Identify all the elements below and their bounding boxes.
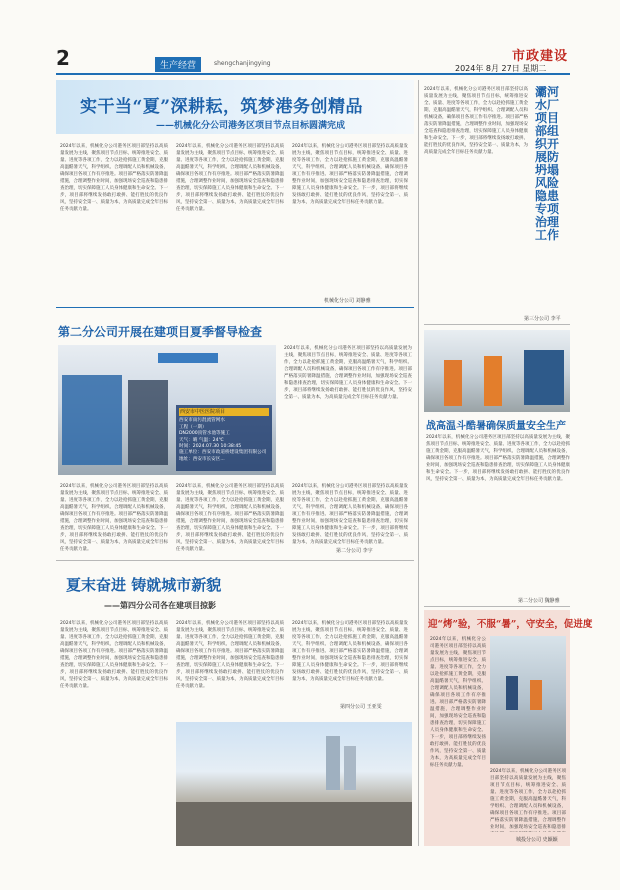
- article5-photo: [424, 330, 570, 412]
- stamp-line: 工程（一期）: [179, 424, 207, 430]
- stamp-label: 时间：: [179, 444, 193, 450]
- road-surface: [176, 802, 412, 846]
- article6-box: [424, 610, 593, 846]
- article1-banner: [56, 80, 414, 134]
- divider: [424, 606, 570, 607]
- article6-byline: 城投分公司 史颖颖: [516, 837, 558, 843]
- stamp-line: 西安市雨污混流管网水: [179, 418, 225, 424]
- worker-silhouette: [530, 680, 542, 710]
- article6-body-1: 2024年以来，机械化分公司港务区项目部坚持以高质量发展为主线，聚焦项目节点目标，统筹推进安全、质量、进度等各项工作，全力以赴抢抓施工黄金期，克服高温酷暑天气，科学组织、合理调配人员和机械设备，确保项目各项工作有序推进。项目部严格落实防暑降温措施，合理调整作业时间，加强现场安全巡查和隐患排查治理，切实保障施工人员身体健康和生命安全。下一步，项目部将继续发扬敢打敢拼、能打胜仗的优良作风，坚持安全第一、质量为本，为高质量完成全年目标任务贡献力量。: [430, 637, 486, 768]
- issue-date: 2024年 8月 27日 星期二: [455, 64, 547, 73]
- article5-body: 2024年以来，机械化分公司港务区项目部坚持以高质量发展为主线，聚焦项目节点目标，统筹推进安全、质量、进度等各项工作，全力以赴抢抓施工黄金期，克服高温酷暑天气，科学组织、合理调配人员和机械设备，确保项目各项工作有序推进。项目部严格落实防暑降温措施，合理调整作业时间，加强现场安全巡查和隐患排查治理，切实保障施工人员身体健康和生命安全。下一步，项目部将继续发扬敢打敢拼、能打胜仗的优良作风，坚持安全第一、质量为本，为高质量完成全年目标任务贡献力量。: [426, 435, 570, 482]
- stamp-value: 2024.07.30 10:38:45: [192, 444, 242, 450]
- article1-title: 实干当“夏”深耕耘，筑梦港务创精品: [80, 97, 364, 117]
- article3-byline: 第四分公司 王亚雯: [340, 704, 382, 710]
- stamp-value: 西安市政道桥建设集团有限公司: [201, 450, 267, 456]
- article4-body: 2024年以来，机械化分公司港务区项目部坚持以高质量发展为主线，聚焦项目节点目标，统筹推进安全、质量、进度等各项工作，全力以赴抢抓施工黄金期，克服高温酷暑天气，科学组织、合理调配人员和机械设备，确保项目各项工作有序推进。项目部严格落实防暑降温措施，合理调整作业时间，加强现场安全巡查和隐患排查治理，切实保障施工人员身体健康和生命安全。下一步，项目部将继续发扬敢打敢拼、能打胜仗的优良作风，坚持安全第一、质量为本，为高质量完成全年目标任务贡献力量。: [424, 87, 528, 155]
- stamp-value: 24℃: [212, 437, 224, 443]
- article2-column-2: 2024年以来，机械化分公司港务区项目部坚持以高质量发展为主线，聚焦项目节点目标，统筹推进安全、质量、进度等各项工作，全力以赴抢抓施工黄金期，克服高温酷暑天气，科学组织、合理调配人员和机械设备，确保项目各项工作有序推进。项目部严格落实防暑降温措施，合理调整作业时间，加强现场安全巡查和隐患排查治理，切实保障施工人员身体健康和生命安全。下一步，项目部将继续发扬敢打敢拼、能打胜仗的优良作风，坚持安全第一、质量为本，为高质量完成全年目标任务贡献力量。: [60, 484, 168, 552]
- person-silhouette: [62, 375, 122, 465]
- article4-byline: 第三分公司 李平: [524, 316, 561, 322]
- article2-title: 第二分公司开展在建项目夏季督导检查: [58, 325, 263, 339]
- stamp-heading: 西安市中医医院项目: [179, 408, 269, 416]
- article6-body-2: 2024年以来，机械化分公司港务区项目部坚持以高质量发展为主线，聚焦项目节点目标，统筹推进安全、质量、进度等各项工作，全力以赴抢抓施工黄金期，克服高温酷暑天气，科学组织、合理调配人员和机械设备，确保项目各项工作有序推进。项目部严格落实防暑降温措施，合理调整作业时间，加强现场安全巡查和隐患排: [490, 769, 566, 830]
- article1-subtitle: ——机械化分公司港务区项目节点目标圆满完成: [156, 121, 346, 131]
- article3-title: 夏末奋进 铸就城市新貌: [66, 576, 222, 594]
- article5-title: 战高温斗酷暑确保质量安全生产: [426, 421, 566, 432]
- article1-column-3: 2024年以来，机械化分公司港务区项目部坚持以高质量发展为主线，聚焦项目节点目标，统筹推进安全、质量、进度等各项工作，全力以赴抢抓施工黄金期，克服高温酷暑天气，科学组织、合理调配人员和机械设备，确保项目各项工作有序推进。项目部严格落实防暑降温措施，合理调整作业时间，加强现场安全巡查和隐患排查治理，切实保障施工人员身体健康和生命安全。下一步，项目部将继续发扬敢打敢拼、能打胜仗的优良作风，坚持安全第一、质量为本，为高质量完成全年目标任务贡献力量。: [292, 144, 408, 205]
- article3-photo: [176, 722, 412, 846]
- article6-title: 迎“烤”验，不服“暑”，守安全，促进度: [428, 619, 593, 630]
- stamp-value: 西安市长安区...: [192, 456, 225, 462]
- stamp-label: 天气：: [179, 437, 193, 443]
- stamp-label: 地址：: [179, 456, 193, 462]
- article2-column-1: 2024年以来，机械化分公司港务区项目部坚持以高质量发展为主线，聚焦项目节点目标，统筹推进安全、质量、进度等各项工作，全力以赴抢抓施工黄金期，克服高温酷暑天气，科学组织、合理调配人员和机械设备，确保项目各项工作有序推进。项目部严格落实防暑降温措施，合理调整作业时间，加强现场安全巡查和隐患排查治理，切实保障施工人员身体健康和生命安全。下一步，项目部将继续发扬敢打敢拼、能打胜仗的优良作风，坚持安全第一、质量为本，为高质量完成全年目标任务贡献力量。: [284, 346, 412, 400]
- divider: [56, 307, 414, 308]
- column-divider: [418, 80, 419, 846]
- person-silhouette: [128, 380, 168, 465]
- structure-shape: [524, 350, 564, 405]
- article5-byline: 第二分公司 魏静雅: [518, 598, 560, 604]
- worker-silhouette: [484, 356, 502, 406]
- stamp-value: 晴: [192, 437, 198, 443]
- section-label: 生产经营: [155, 57, 201, 72]
- article3-column-2: 2024年以来，机械化分公司港务区项目部坚持以高质量发展为主线，聚焦项目节点目标，统筹推进安全、质量、进度等各项工作，全力以赴抢抓施工黄金期，克服高温酷暑天气，科学组织、合理调配人员和机械设备，确保项目各项工作有序推进。项目部严格落实防暑降温措施，合理调整作业时间，加强现场安全巡查和隐患排查治理，切实保障施工人员身体健康和生命安全。下一步，项目部将继续发扬敢打敢拼、能打胜仗的优良作风，坚持安全第一、质量为本，为高质量完成全年目标任务贡献力量。: [176, 621, 284, 689]
- worker-silhouette: [506, 676, 518, 710]
- article2-column-4: 2024年以来，机械化分公司港务区项目部坚持以高质量发展为主线，聚焦项目节点目标，统筹推进安全、质量、进度等各项工作，全力以赴抢抓施工黄金期，克服高温酷暑天气，科学组织、合理调配人员和机械设备，确保项目各项工作有序推进。项目部严格落实防暑降温措施，合理调整作业时间，加强现场安全巡查和隐患排查治理，切实保障施工人员身体健康和生命安全。下一步，项目部将继续发扬敢打敢拼、能打胜仗的优良作风，坚持安全第一、质量为本，为高质量完成全年目标任务贡献力量。: [292, 484, 408, 545]
- newspaper-logo: 市政建设: [512, 49, 569, 64]
- article2-photo: [58, 345, 276, 475]
- article1-column-1: 2024年以来，机械化分公司港务区项目部坚持以高质量发展为主线，聚焦项目节点目标，统筹推进安全、质量、进度等各项工作，全力以赴抢抓施工黄金期，克服高温酷暑天气，科学组织、合理调配人员和机械设备，确保项目各项工作有序推进。项目部严格落实防暑降温措施，合理调整作业时间，加强现场安全巡查和隐患排查治理，切实保障施工人员身体健康和生命安全。下一步，项目部将继续发扬敢打敢拼、能打胜仗的优良作风，坚持安全第一、质量为本，为高质量完成全年目标任务贡献力量。: [60, 144, 168, 212]
- article1-byline: 机械化分公司 刘静雅: [324, 298, 371, 304]
- stamp-label: 气温：: [198, 437, 213, 443]
- building-shape: [344, 746, 356, 790]
- stamp-line: DN2000顶管水池等施工: [179, 431, 230, 437]
- banner-shape: [158, 353, 218, 363]
- section-pinyin: shengchanjingying: [214, 60, 271, 67]
- stamp-label: 施工单位：: [179, 450, 202, 456]
- article1-column-2: 2024年以来，机械化分公司港务区项目部坚持以高质量发展为主线，聚焦项目节点目标，统筹推进安全、质量、进度等各项工作，全力以赴抢抓施工黄金期，克服高温酷暑天气，科学组织、合理调配人员和机械设备，确保项目各项工作有序推进。项目部严格落实防暑降温措施，合理调整作业时间，加强现场安全巡查和隐患排查治理，切实保障施工人员身体健康和生命安全。下一步，项目部将继续发扬敢打敢拼、能打胜仗的优良作风，坚持安全第一、质量为本，为高质量完成全年目标任务贡献力量。: [176, 144, 284, 212]
- worker-silhouette: [444, 360, 462, 406]
- article3-column-1: 2024年以来，机械化分公司港务区项目部坚持以高质量发展为主线，聚焦项目节点目标，统筹推进安全、质量、进度等各项工作，全力以赴抢抓施工黄金期，克服高温酷暑天气，科学组织、合理调配人员和机械设备，确保项目各项工作有序推进。项目部严格落实防暑降温措施，合理调整作业时间，加强现场安全巡查和隐患排查治理，切实保障施工人员身体健康和生命安全。下一步，项目部将继续发扬敢打敢拼、能打胜仗的优良作风，坚持安全第一、质量为本，为高质量完成全年目标任务贡献力量。: [60, 621, 168, 689]
- article4-title: 灞河水厂项目部组织开展防坍塌风险隐患专项治理工作: [535, 86, 560, 242]
- page-number: 2: [56, 46, 70, 70]
- divider: [424, 324, 570, 325]
- article6-photo: [490, 636, 566, 764]
- article2-byline: 第二分公司 李宇: [336, 548, 373, 554]
- page-header: [0, 0, 620, 78]
- article3-subtitle: ——第四分公司各在建项目掠影: [104, 601, 216, 610]
- article2-column-3: 2024年以来，机械化分公司港务区项目部坚持以高质量发展为主线，聚焦项目节点目标，统筹推进安全、质量、进度等各项工作，全力以赴抢抓施工黄金期，克服高温酷暑天气，科学组织、合理调配人员和机械设备，确保项目各项工作有序推进。项目部严格落实防暑降温措施，合理调整作业时间，加强现场安全巡查和隐患排查治理，切实保障施工人员身体健康和生命安全。下一步，项目部将继续发扬敢打敢拼、能打胜仗的优良作风，坚持安全第一、质量为本，为高质量完成全年目标任务贡献力量。: [176, 484, 284, 552]
- building-shape: [326, 736, 340, 790]
- photo-info-stamp: [176, 405, 272, 471]
- header-rule: [56, 73, 570, 75]
- article3-column-3: 2024年以来，机械化分公司港务区项目部坚持以高质量发展为主线，聚焦项目节点目标，统筹推进安全、质量、进度等各项工作，全力以赴抢抓施工黄金期，克服高温酷暑天气，科学组织、合理调配人员和机械设备，确保项目各项工作有序推进。项目部严格落实防暑降温措施，合理调整作业时间，加强现场安全巡查和隐患排查治理，切实保障施工人员身体健康和生命安全。下一步，项目部将继续发扬敢打敢拼、能打胜仗的优良作风，坚持安全第一、质量为本，为高质量完成全年目标任务贡献力量。: [292, 621, 408, 682]
- divider: [56, 560, 414, 561]
